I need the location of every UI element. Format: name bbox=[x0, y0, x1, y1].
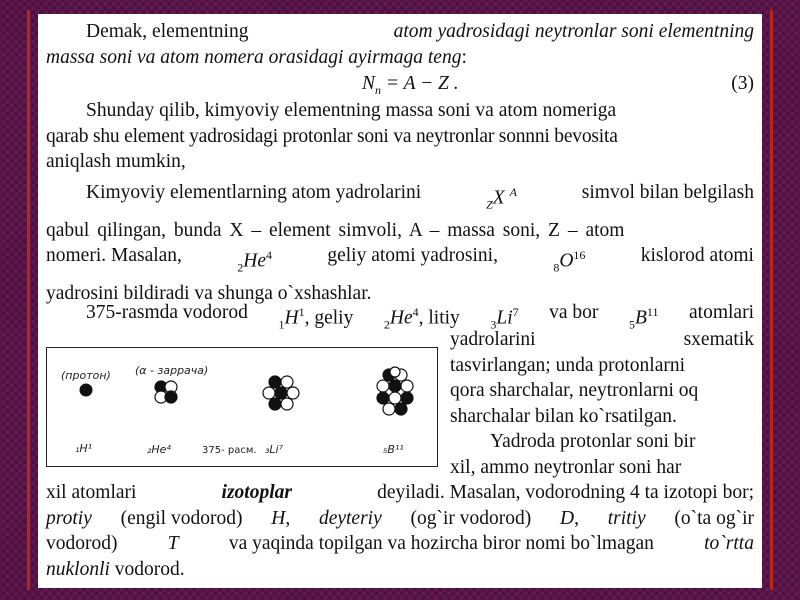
paragraph-figure-intro: 375-rasmda vodorod $_1H^1$, geliy $_2He^4$, litiy $_3Li^7$ va bor $_5B^{11}$ atomlari bbox=[46, 300, 754, 338]
label-lithium: ₃Li⁷ bbox=[265, 443, 284, 456]
label-hydrogen: ₁H¹ bbox=[75, 442, 93, 455]
boron-nucleus bbox=[377, 367, 413, 415]
figure-caption: 375- pacм. bbox=[202, 444, 257, 456]
lithium-nucleus bbox=[263, 376, 299, 410]
paragraph-notation: Kimyoviy elementlarning atom yadrolarini $_Z$X $^A$ simvol bilan belgilash qabul qilingan, bunda X – element simvoli, A – massa soni, Z – atom nomeri. Masalan, $_2He^4$ geliy atomi yadrosini, $_8O^{16}$ kislorod atomi yadrosini bildiradi va shunga o`xshashlar. bbox=[46, 182, 754, 305]
oxygen-symbol: $_8O^{16}$ bbox=[553, 248, 586, 275]
label-proton: (протон) bbox=[61, 369, 111, 382]
wrapped-text: yadrolarini sxematik tasvirlangan; unda protonlarni qora sharchalar, neytronlarni oq sharchalar bilan ko`rsatilgan. Yadroda protonlar soni bir xil, ammo neytronlar soni har bbox=[450, 329, 754, 478]
paragraph-neutron-count: Demak, elementning atom yadrosidagi neytronlar soni elementning massa soni va atom nomera orasidagi ayirmaga teng: bbox=[46, 21, 754, 68]
hydrogen-symbol: $_1H^1$, geliy bbox=[278, 305, 354, 332]
lithium-symbol: $_3Li^7$ bbox=[490, 305, 519, 332]
term-isotoplar: izotoplar bbox=[221, 482, 292, 503]
figure-375-nuclei bbox=[46, 347, 438, 467]
text-page bbox=[38, 14, 762, 588]
right-frame-line bbox=[770, 10, 773, 590]
left-frame-line bbox=[27, 10, 30, 590]
paragraph-isotopes: xil atomlari izotoplar deyiladi. Masalan, vodorodning 4 ta izotopi bor; protiy (engil vodorod) H, deyteriy (og`ir vodorod) D, tritiy (o`ta og`ir vodorod) T va yaqinda topilgan va hozircha biror nomi bo`lmagan to`rtta nuklonli vodorod. bbox=[46, 482, 754, 580]
boron-symbol: $_5B^{11}$ bbox=[628, 305, 659, 332]
helium-symbol: $_2He^4$ bbox=[237, 248, 273, 275]
neutron-formula: $N_n = A - Z$ . bbox=[362, 73, 459, 97]
paragraph-determination: Shunday qilib, kimyoviy elementning massa soni va atom nomeriga qarab shu element yadrosidagi protonlar soni va neytronlar sonnni bevosita aniqlash mumkin, bbox=[46, 100, 618, 172]
label-alpha-particle: (α - заррача) bbox=[135, 364, 209, 377]
formula-3 bbox=[46, 71, 754, 97]
notation-symbol: $_Z$X $^A$ bbox=[486, 185, 517, 212]
helium-nucleus bbox=[155, 381, 177, 403]
helium-symbol-2: $_2He^4$, litiy bbox=[383, 305, 460, 332]
label-boron: ₅B¹¹ bbox=[383, 443, 404, 456]
equation-number: (3) bbox=[731, 73, 754, 94]
label-helium: ₂He⁴ bbox=[147, 443, 171, 456]
